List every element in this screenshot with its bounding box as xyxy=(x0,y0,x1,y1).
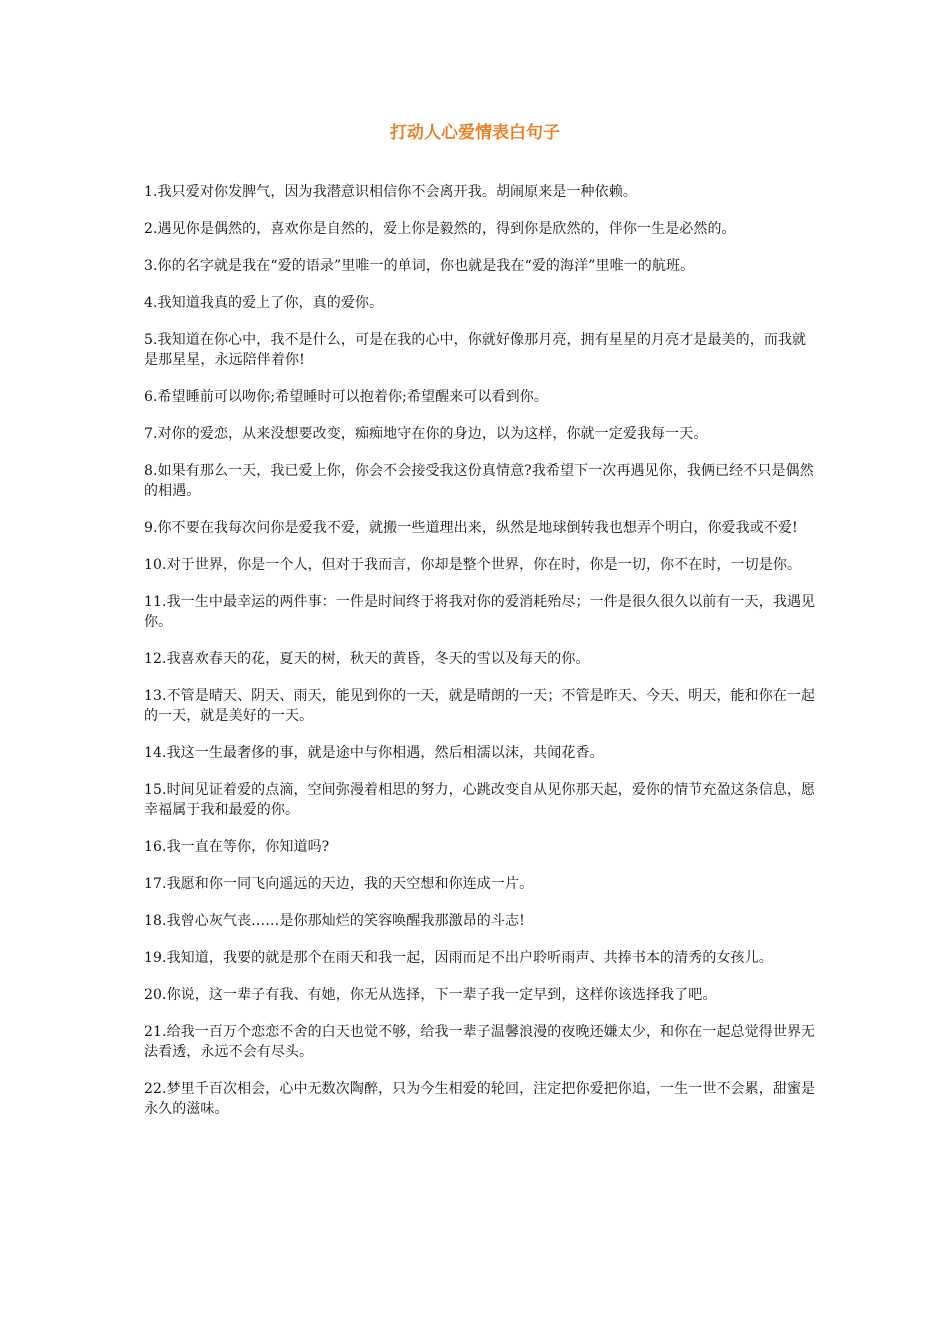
list-item: 13.不管是晴天、阴天、雨天，能见到你的一天，就是晴朗的一天；不管是昨天、今天、明天，能和你在一起的一天，就是美好的一天。 xyxy=(144,688,816,724)
list-item: 15.时间见证着爱的点滴，空间弥漫着相思的努力，心跳改变自从见你那天起，爱你的情节充盈这条信息，愿幸福属于我和最爱的你。 xyxy=(144,782,816,818)
page-title: 打动人心爱情表白句子 xyxy=(390,123,560,143)
list-item: 18.我曾心灰气丧……是你那灿烂的笑容唤醒我那激昂的斗志! xyxy=(144,913,525,929)
list-item: 2.遇见你是偶然的，喜欢你是自然的，爱上你是毅然的，得到你是欣然的，伴你一生是必然的。 xyxy=(144,221,736,237)
list-item: 7.对你的爱恋，从来没想要改变，痴痴地守在你的身边，以为这样，你就一定爱我每一天。 xyxy=(144,426,708,442)
list-item: 8.如果有那么一天，我已爱上你，你会不会接受我这份真情意?我希望下一次再遇见你，我俩已经不只是偶然的相遇。 xyxy=(144,463,814,499)
list-item: 14.我这一生最奢侈的事，就是途中与你相遇，然后相濡以沫，共闻花香。 xyxy=(144,745,604,761)
list-item: 21.给我一百万个恋恋不舍的白天也觉不够，给我一辈子温馨浪漫的夜晚还嫌太少，和你在一起总觉得世界无法看透，永远不会有尽头。 xyxy=(144,1024,816,1060)
list-item: 11.我一生中最幸运的两件事：一件是时间终于将我对你的爱消耗殆尽；一件是很久很久以前有一天，我遇见你。 xyxy=(144,594,816,630)
list-item: 17.我愿和你一同飞向遥远的天边，我的天空想和你连成一片。 xyxy=(144,876,534,892)
list-item: 3.你的名字就是我在“爱的语录”里唯一的单词，你也就是我在“爱的海洋”里唯一的航班。 xyxy=(144,258,695,274)
list-item: 10.对于世界，你是一个人，但对于我而言，你却是整个世界，你在时，你是一切，你不在时，一切是你。 xyxy=(144,557,802,573)
list-item: 19.我知道，我要的就是那个在雨天和我一起，因雨而足不出户聆听雨声、共捧书本的清秀的女孩儿。 xyxy=(144,950,773,966)
list-item: 1.我只爱对你发脾气，因为我潜意识相信你不会离开我。胡闹原来是一种依赖。 xyxy=(144,184,637,200)
list-item: 6.希望睡前可以吻你;希望睡时可以抱着你;希望醒来可以看到你。 xyxy=(144,389,548,405)
list-item: 16.我一直在等你，你知道吗? xyxy=(144,839,330,855)
list-item: 9.你不要在我每次问你是爱我不爱，就搬一些道理出来，纵然是地球倒转我也想弄个明白，你爱我或不爱! xyxy=(144,520,798,536)
list-item: 4.我知道我真的爱上了你，真的爱你。 xyxy=(144,295,384,311)
sentence-list xyxy=(144,182,818,1136)
list-item: 20.你说，这一辈子有我、有她，你无从选择，下一辈子我一定早到，这样你该选择我了吧。 xyxy=(144,987,717,1003)
list-item: 22.梦里千百次相会，心中无数次陶醉，只为今生相爱的轮回，注定把你爱把你追，一生一世不会累，甜蜜是永久的滋味。 xyxy=(144,1081,816,1117)
list-item: 5.我知道在你心中，我不是什么，可是在我的心中，你就好像那月亮，拥有星星的月亮才是最美的，而我就是那星星，永远陪伴着你! xyxy=(144,332,807,368)
list-item: 12.我喜欢春天的花，夏天的树，秋天的黄昏，冬天的雪以及每天的你。 xyxy=(144,651,590,667)
